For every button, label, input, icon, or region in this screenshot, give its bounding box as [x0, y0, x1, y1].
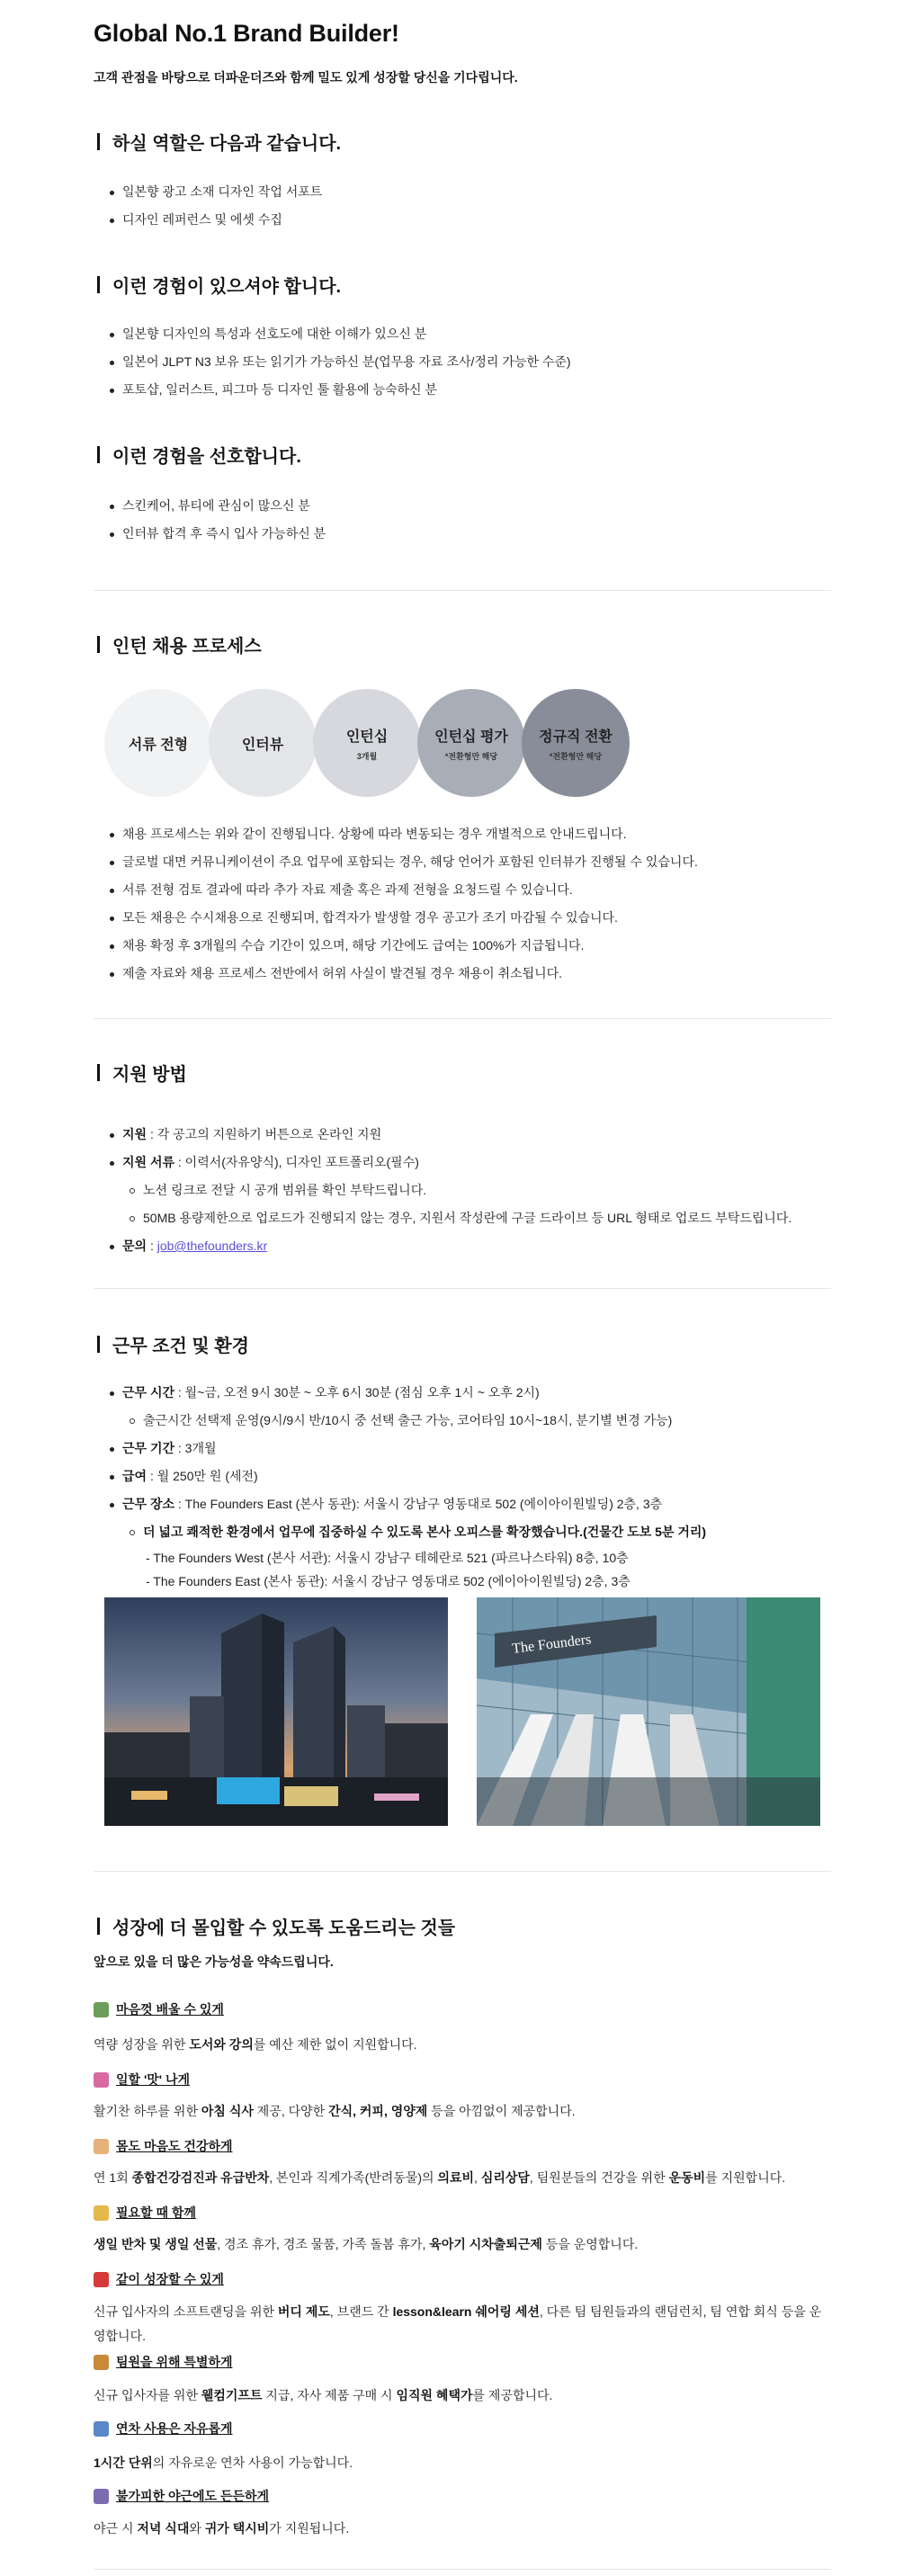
list-item: 스킨케어, 뷰티에 관심이 많으신 분: [110, 492, 326, 520]
list-item: 지원 서류 : 이력서(자유양식), 디자인 포트폴리오(필수): [110, 1149, 791, 1176]
photo-sign-text: The Founders: [511, 1632, 593, 1657]
benefit-description: 신규 입사자를 위한 웰컴기프트 지급, 자사 제품 구매 시 임직원 혜택가를 제공합니다.: [94, 2388, 553, 2402]
apply-heading: 지원 방법: [94, 1060, 187, 1086]
list-item: 근무 시간 : 월~금, 오전 9시 30분 ~ 오후 6시 30분 (점심 오후 1시 ~ 오후 2시): [110, 1379, 706, 1407]
apply-list: [110, 1121, 791, 1260]
preferred-list: [110, 492, 326, 548]
list-item: 인터뷰 합격 후 즉시 입사 가능하신 분: [110, 520, 326, 548]
roles-heading: 하실 역할은 다음과 같습니다.: [94, 129, 341, 155]
list-item: 디자인 레퍼런스 및 에셋 수집: [110, 206, 322, 234]
list-item: 일본어 JLPT N3 보유 또는 읽기가 가능하신 분(업무용 자료 조사/정리 가능한 수준): [110, 348, 571, 376]
process-step: 인턴십 평가 *전환형만 해당: [417, 689, 525, 797]
flag-icon: [94, 2272, 109, 2287]
list-item: 채용 프로세스는 위와 같이 진행됩니다. 상황에 따라 변동되는 경우 개별적으로 안내드립니다.: [110, 820, 698, 848]
divider: [94, 1871, 831, 1872]
conditions-list: [110, 1379, 706, 1593]
contact-email-link[interactable]: job@thefounders.kr: [156, 1239, 268, 1253]
benefit-title: 같이 성장할 수 있게: [94, 2268, 224, 2290]
benefit-description: 연 1회 종합건강검진과 유급반차, 본인과 직계가족(반려동물)의 의료비, 심리상담, 팀원분들의 건강을 위한 운동비를 지원합니다.: [94, 2170, 786, 2185]
benefit-title: 팀원을 위해 특별하게: [94, 2351, 233, 2373]
benefit-description: 역량 성장을 위한 도서와 강의를 예산 제한 없이 지원합니다.: [94, 2037, 417, 2052]
family-icon: [94, 2205, 109, 2221]
benefits-intro: 앞으로 있을 더 많은 가능성을 약속드립니다.: [94, 1954, 334, 1969]
list-item: 근무 기간 : 3개월: [110, 1435, 706, 1462]
benefit-description: 신규 입사자의 소프트랜딩을 위한 버디 제도, 브랜드 간 lesson&learn 쉐어링 세션, 다른 팀 팀원들과의 랜덤런치, 팀 연합 회식 등을 운영합니다.: [94, 2304, 822, 2343]
benefit-title: 필요할 때 함께: [94, 2202, 196, 2223]
page-subtitle: 고객 관점을 바탕으로 더파운더즈와 함께 밀도 있게 성장할 당신을 기다립니다.: [94, 70, 518, 85]
process-step: 인터뷰: [209, 689, 317, 797]
list-item: 근무 장소 : The Founders East (본사 동관): 서울시 강남구 영동대로 502 (에이아이원빌딩) 2층, 3층: [110, 1490, 706, 1518]
taxi-icon: [94, 2489, 109, 2504]
list-item: 급여 : 월 250만 원 (세전): [110, 1462, 706, 1490]
benefit-title: 불가피한 야근에도 든든하게: [94, 2485, 269, 2507]
process-steps: [104, 689, 680, 797]
office-photo-west: [104, 1597, 448, 1826]
conditions-heading: 근무 조건 및 환경: [94, 1331, 249, 1357]
list-item: 포토샵, 일러스트, 피그마 등 디자인 툴 활용에 능숙하신 분: [110, 376, 571, 404]
office-east: - The Founders East (본사 동관): 서울시 강남구 영동대로 502 (에이아이원빌딩) 2층, 3층: [146, 1574, 630, 1588]
list-subitem: 출근시간 선택제 운영(9시/9시 반/10시 중 선택 출근 가능, 코어타임 10시~18시, 분기별 변경 가능): [110, 1407, 706, 1435]
office-west: - The Founders West (본사 서관): 서울시 강남구 테헤란로 521 (파르나스타워) 8층, 10층: [146, 1551, 629, 1565]
list-item: 문의 : job@thefounders.kr: [110, 1232, 791, 1260]
list-item: 서류 전형 검토 결과에 따라 추가 자료 제출 혹은 과제 전형을 요청드릴 수 있습니다.: [110, 876, 698, 904]
requirements-list: [110, 320, 571, 404]
list-subitem: 노션 링크로 전달 시 공개 범위를 확인 부탁드립니다.: [110, 1176, 791, 1204]
muscle-icon: [94, 2139, 109, 2154]
divider: [94, 590, 831, 591]
process-step: 서류 전형: [104, 689, 212, 797]
process-notes: [110, 820, 698, 988]
candy-icon: [94, 2072, 109, 2088]
benefit-description: 1시간 단위의 자유로운 연차 사용이 가능합니다.: [94, 2455, 353, 2470]
list-subitem: 더 넓고 쾌적한 환경에서 업무에 집중하실 수 있도록 본사 오피스를 확장했습니다.(건물간 도보 5분 거리): [110, 1518, 706, 1546]
list-item: 일본향 광고 소재 디자인 작업 서포트: [110, 178, 322, 206]
calendar-icon: [94, 2421, 109, 2437]
benefit-description: 생일 반차 및 생일 선물, 경조 휴가, 경조 물품, 가족 돌봄 휴가, 육아기 시차출퇴근제 등을 운영합니다.: [94, 2237, 639, 2251]
list-item: 모든 채용은 수시채용으로 진행되며, 합격자가 발생할 경우 공고가 조기 마감될 수 있습니다.: [110, 904, 698, 932]
benefit-description: 활기찬 하루를 위한 아침 식사 제공, 다양한 간식, 커피, 영양제 등을 아낌없이 제공합니다.: [94, 2104, 576, 2118]
page-title: Global No.1 Brand Builder!: [94, 20, 399, 47]
process-heading: 인턴 채용 프로세스: [94, 631, 262, 657]
process-step: 인턴십 3개월: [313, 689, 421, 797]
benefit-description: 야근 시 저녁 식대와 귀가 택시비가 지원됩니다.: [94, 2521, 350, 2536]
benefit-title: 일할 '맛' 나게: [94, 2069, 190, 2090]
list-item: 채용 확정 후 3개월의 수습 기간이 있으며, 해당 기간에도 급여는 100%가 지급됩니다.: [110, 932, 698, 960]
benefits-heading: 성장에 더 몰입할 수 있도록 도움드리는 것들: [94, 1913, 455, 1939]
benefit-title: 몸도 마음도 건강하게: [94, 2135, 233, 2157]
list-item: 제출 자료와 채용 프로세스 전반에서 허위 사실이 발견될 경우 채용이 취소됩니다.: [110, 960, 698, 988]
benefit-title: 연차 사용은 자유롭게: [94, 2418, 233, 2439]
process-step: 정규직 전환 *전환형만 해당: [522, 689, 630, 797]
list-subitem: 50MB 용량제한으로 업로드가 진행되지 않는 경우, 지원서 작성란에 구글 드라이브 등 URL 형태로 업로드 부탁드립니다.: [110, 1204, 791, 1232]
office-photo-east: [477, 1597, 820, 1826]
divider: [94, 2569, 831, 2570]
preferred-heading: 이런 경험을 선호합니다.: [94, 442, 301, 468]
books-icon: [94, 2002, 109, 2017]
divider: [94, 1018, 831, 1019]
roles-list: [110, 178, 322, 234]
benefit-title: 마음껏 배울 수 있게: [94, 1999, 224, 2020]
gift-icon: [94, 2355, 109, 2370]
list-item: 글로벌 대면 커뮤니케이션이 주요 업무에 포함되는 경우, 해당 언어가 포함된 인터뷰가 진행될 수 있습니다.: [110, 848, 698, 876]
requirements-heading: 이런 경험이 있으셔야 합니다.: [94, 272, 341, 298]
list-item: 일본향 디자인의 특성과 선호도에 대한 이해가 있으신 분: [110, 320, 571, 348]
list-item: 지원 : 각 공고의 지원하기 버튼으로 온라인 지원: [110, 1121, 791, 1149]
divider: [94, 1288, 831, 1289]
